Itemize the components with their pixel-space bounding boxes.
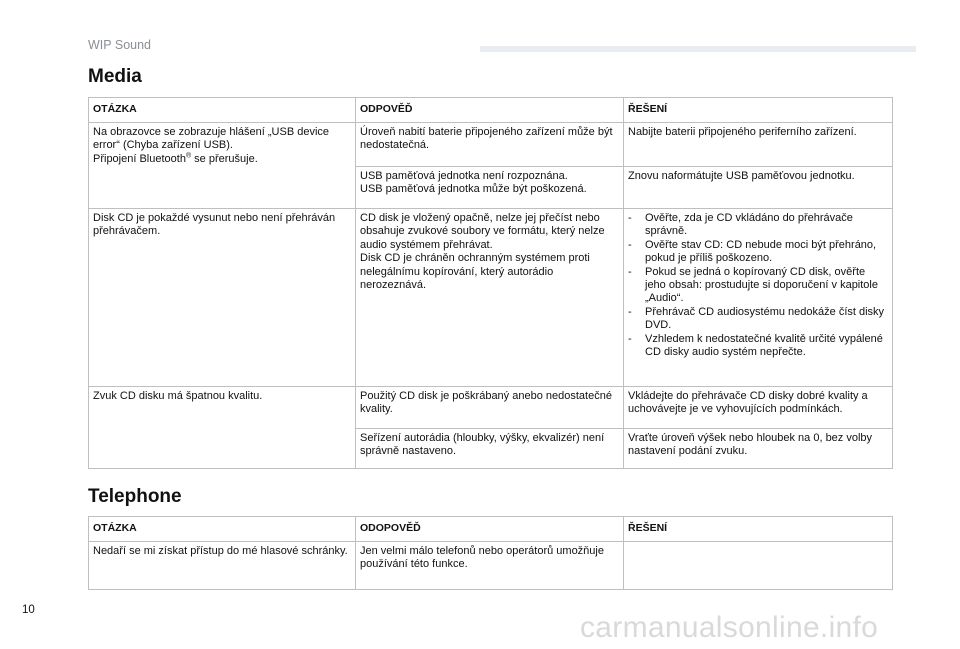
question-cell: Nedaří se mi získat přístup do mé hlasové schránky. — [89, 542, 356, 590]
table-row — [89, 542, 893, 590]
answer-line: USB paměťová jednotka není rozpoznána. — [360, 170, 568, 182]
answer-line: USB paměťová jednotka může být poškozená. — [360, 183, 587, 196]
question-bt-suffix: se přerušuje. — [191, 152, 258, 165]
question-bt-prefix: Připojení Bluetooth — [93, 152, 186, 165]
list-item: - Ověřte stav CD: CD nebude moci být přehráno, pokud je příliš poškozeno. — [628, 239, 887, 266]
solution-cell: Nabijte baterii připojeného periferního zařízení. — [624, 123, 893, 167]
list-item: - Přehrávač CD audiosystému nedokáže číst disky DVD. — [628, 306, 887, 333]
question-cell: Disk CD je pokaždé vysunut nebo není přehráván přehrávačem. — [89, 209, 356, 387]
table-row — [89, 209, 893, 387]
answer-cell: Seřízení autorádia (hloubky, výšky, ekvalizér) není správně nastaveno. — [356, 429, 624, 469]
solution-cell: Znovu naformátujte USB paměťovou jednotku. — [624, 167, 893, 209]
table-row — [89, 387, 893, 429]
answer-cell: Jen velmi málo telefonů nebo operátorů umožňuje používání této funkce. — [356, 542, 624, 590]
list-item: - Pokud se jedná o kopírovaný CD disk, ověřte jeho obsah: prostudujte si doporučení v kapitole „Audio“. — [628, 266, 887, 306]
question-line: error“ (Chyba zařízení USB). — [93, 139, 233, 152]
column-header-solution: ŘEŠENÍ — [624, 98, 893, 123]
watermark: carmanualsonline.info — [580, 611, 879, 644]
column-header-answer: ODPOVĚĎ — [356, 98, 624, 123]
list-item: - Vzhledem k nedostatečné kvalitě určité vypálené CD disky audio systém nepřečte. — [628, 333, 887, 360]
column-header-solution: ŘEŠENÍ — [624, 517, 893, 542]
question-line — [93, 153, 350, 166]
media-header-row — [89, 98, 893, 123]
solution-cell: Vkládejte do přehrávače CD disky dobré kvality a uchovávejte je ve vyhovujících podmínkách. — [624, 387, 893, 429]
telephone-title: Telephone — [88, 486, 182, 507]
table-row — [89, 123, 893, 167]
column-header-question: OTÁZKA — [89, 517, 356, 542]
answer-cell — [356, 209, 624, 387]
answer-line: CD disk je vložený opačně, nelze jej přečíst nebo obsahuje zvukové soubory ve formátu, který nelze audio systémem přehrávat. — [360, 212, 605, 251]
column-header-answer: ODOPOVĚĎ — [356, 517, 624, 542]
telephone-table — [88, 516, 893, 590]
registered-mark: ® — [185, 152, 192, 160]
answer-line: Disk CD je chráněn ochranným systémem proti nelegálnímu kopírování, který autorádio nerozeznává. — [360, 252, 590, 292]
solution-cell: Vraťte úroveň výšek nebo hloubek na 0, bez volby nastavení podání zvuku. — [624, 429, 893, 469]
answer-cell: Úroveň nabití baterie připojeného zařízení může být nedostatečná. — [356, 123, 624, 167]
media-table — [88, 97, 893, 469]
header-rule — [480, 46, 916, 52]
question-cell: Zvuk CD disku má špatnou kvalitu. — [89, 387, 356, 469]
answer-cell — [356, 167, 624, 209]
question-line: Na obrazovce se zobrazuje hlášení „USB device — [93, 126, 330, 138]
answer-cell: Použitý CD disk je poškrábaný anebo nedostatečné kvality. — [356, 387, 624, 429]
column-header-question: OTÁZKA — [89, 98, 356, 123]
list-item: - Ověřte, zda je CD vkládáno do přehrávače správně. — [628, 212, 887, 239]
solution-cell — [624, 209, 893, 387]
question-cell — [89, 123, 356, 209]
running-header: WIP Sound — [88, 38, 152, 52]
media-title: Media — [88, 66, 142, 87]
solution-list — [628, 212, 887, 359]
page-number: 10 — [22, 604, 35, 616]
solution-cell — [624, 542, 893, 590]
telephone-header-row — [89, 517, 893, 542]
